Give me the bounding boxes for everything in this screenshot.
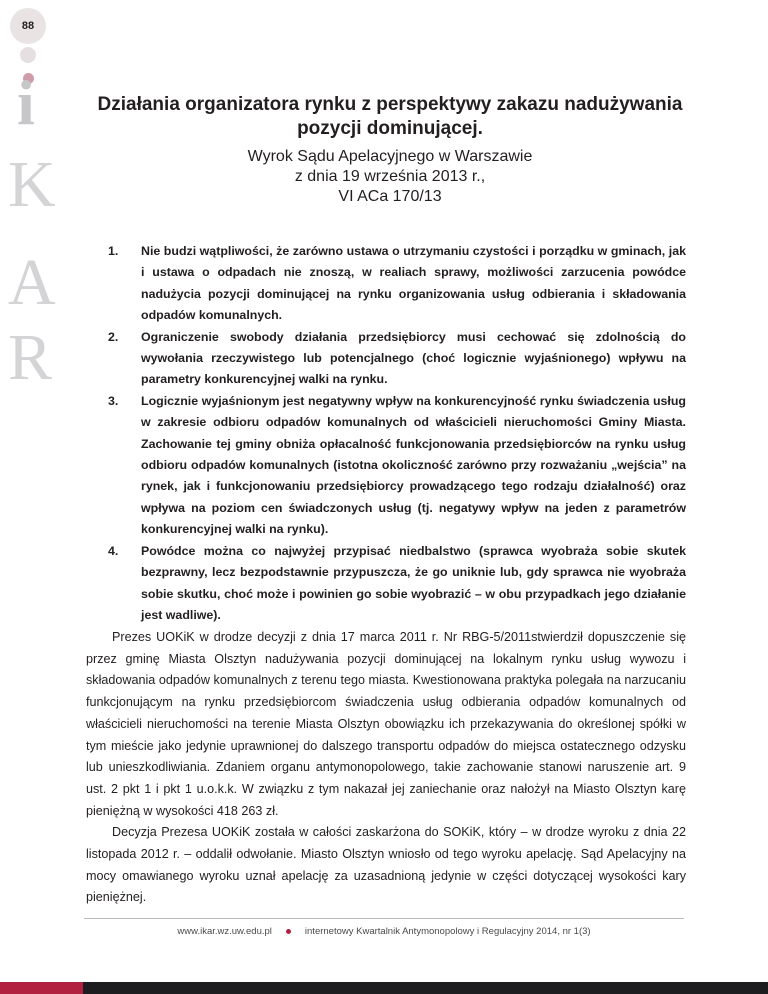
footer-bullet-icon bbox=[286, 929, 291, 934]
theses-list bbox=[108, 241, 686, 626]
sidebar-letter-a: A bbox=[8, 246, 56, 319]
page-number: 88 bbox=[21, 20, 35, 32]
article-body bbox=[86, 627, 686, 909]
page-number-badge bbox=[10, 8, 46, 44]
footer-website: www.ikar.wz.uw.edu.pl bbox=[177, 926, 272, 937]
article-subtitle bbox=[90, 147, 690, 207]
sidebar-letter-r: R bbox=[8, 321, 53, 394]
sidebar-letter-i: i bbox=[17, 67, 35, 138]
thesis-item bbox=[108, 241, 686, 327]
page-footer bbox=[84, 926, 684, 937]
thesis-text: Logicznie wyjaśnionym jest negatywny wpływ na konkurencyjność rynku świadczenia usług w zakresie odbioru odpadów komunalnych od właścicieli nieruchomości Gminy Miasta. Zachowanie tej gminy obniża opłacalność funkcjonowania przedsiębiorców na rynku usług odbioru odpadów komunalnych (istotna okoliczność zarówno przy rozważaniu „wejścia” na rynek, jak i funkcjonowaniu przedsiębiorcy prowadzącego tego rodzaju działalność) oraz wpływa na poziom cen świadczonych usług (tj. negatywy wpływ na jeden z parametrów konkurencyjnej walki na rynku). bbox=[141, 393, 686, 537]
thesis-number: 4. bbox=[108, 543, 119, 558]
body-paragraph: Prezes UOKiK w drodze decyzji z dnia 17 marca 2011 r. Nr RBG-5/2011stwierdził dopuszczenie się przez gminę Miasta Olsztyn nadużywania pozycji dominującej na lokalnym rynku usług wywozu i składowania odpadów komunalnych z terenu tego miasta. Kwestionowana praktyka polegała na narzucaniu funkcjonującym na rynku przedsiębiorcom świadczenia usług odbierania odpadów komunalnych od właścicieli nieruchomości na terenie Miasta Olsztyn obowiązku ich przekazywania do określonej spółki w tym mieście jako jedynie uprawnionej do dalszego transportu odpadów do miejsca ostatecznego odzysku lub unieszkodliwiania. Zdaniem organu antymonopolowego, takie zachowanie stanowi naruszenie art. 9 ust. 2 pkt 1 i pkt 1 u.o.k.k. W związku z tym nakazał jej zaniechanie oraz nałożył na Miasto Olsztyn karę pieniężną w wysokości 418 263 zł. bbox=[86, 630, 686, 818]
footer-journal: internetowy Kwartalnik Antymonopolowy i Regulacyjny 2014, nr 1(3) bbox=[304, 926, 591, 937]
thesis-number: 1. bbox=[108, 244, 119, 258]
bottom-dark-bar bbox=[83, 982, 768, 994]
bottom-accent-bar bbox=[0, 982, 83, 994]
thesis-text: Powódce można co najwyżej przypisać niedbalstwo (sprawca wyobraża sobie skutek bezprawny, lecz bezpodstawnie przypuszcza, że go uniknie lub, gdy sprawca nie wyobraża sobie skutku, choć może i powinien go sobie wyobrazić – w obu przypadkach jego działanie jest wadliwe). bbox=[141, 543, 686, 622]
subtitle-line-date: z dnia 19 września 2013 r., bbox=[294, 168, 486, 185]
decorative-dot-light bbox=[20, 47, 36, 63]
thesis-text: Nie budzi wątpliwości, że zarówno ustawa o utrzymaniu czystości i porządku w gminach, jak i ustawa o odpadach nie znoszą, w realiach sprawy, możliwości zarzucenia powódce nadużycia pozycji dominującej na rynku organizowania usług odbierania i składowania odpadów komunalnych. bbox=[141, 244, 686, 323]
thesis-item bbox=[108, 327, 686, 391]
thesis-number: 2. bbox=[108, 329, 119, 344]
thesis-number: 3. bbox=[108, 393, 119, 408]
thesis-item bbox=[108, 541, 686, 627]
sidebar-letter-k: K bbox=[8, 148, 56, 221]
subtitle-line-court: Wyrok Sądu Apelacyjnego w Warszawie bbox=[247, 148, 533, 165]
footer-divider bbox=[84, 918, 684, 919]
subtitle-line-case: VI ACa 170/13 bbox=[338, 188, 442, 205]
thesis-item bbox=[108, 391, 686, 541]
article-title: Działania organizatora rynku z perspektywy zakazu nadużywania pozycji dominującej. bbox=[97, 94, 683, 139]
thesis-text: Ograniczenie swobody działania przedsiębiorcy musi cechować się zdolnością do wywołania rzeczywistego lub potencjalnego (choć logicznie wyjaśnionego) wpływu na parametry konkurencyjnej walki na rynku. bbox=[141, 329, 686, 387]
body-paragraph: Decyzja Prezesa UOKiK została w całości zaskarżona do SOKiK, który – w drodze wyroku z dnia 22 listopada 2012 r. – oddalił odwołanie. Miasto Olsztyn wniosło od tego wyroku apelację. Sąd Apelacyjny na mocy omawianego wyroku uznał apelację za uzasadnioną jedynie w części dotyczącej wysokości kary pieniężnej. bbox=[86, 825, 686, 905]
